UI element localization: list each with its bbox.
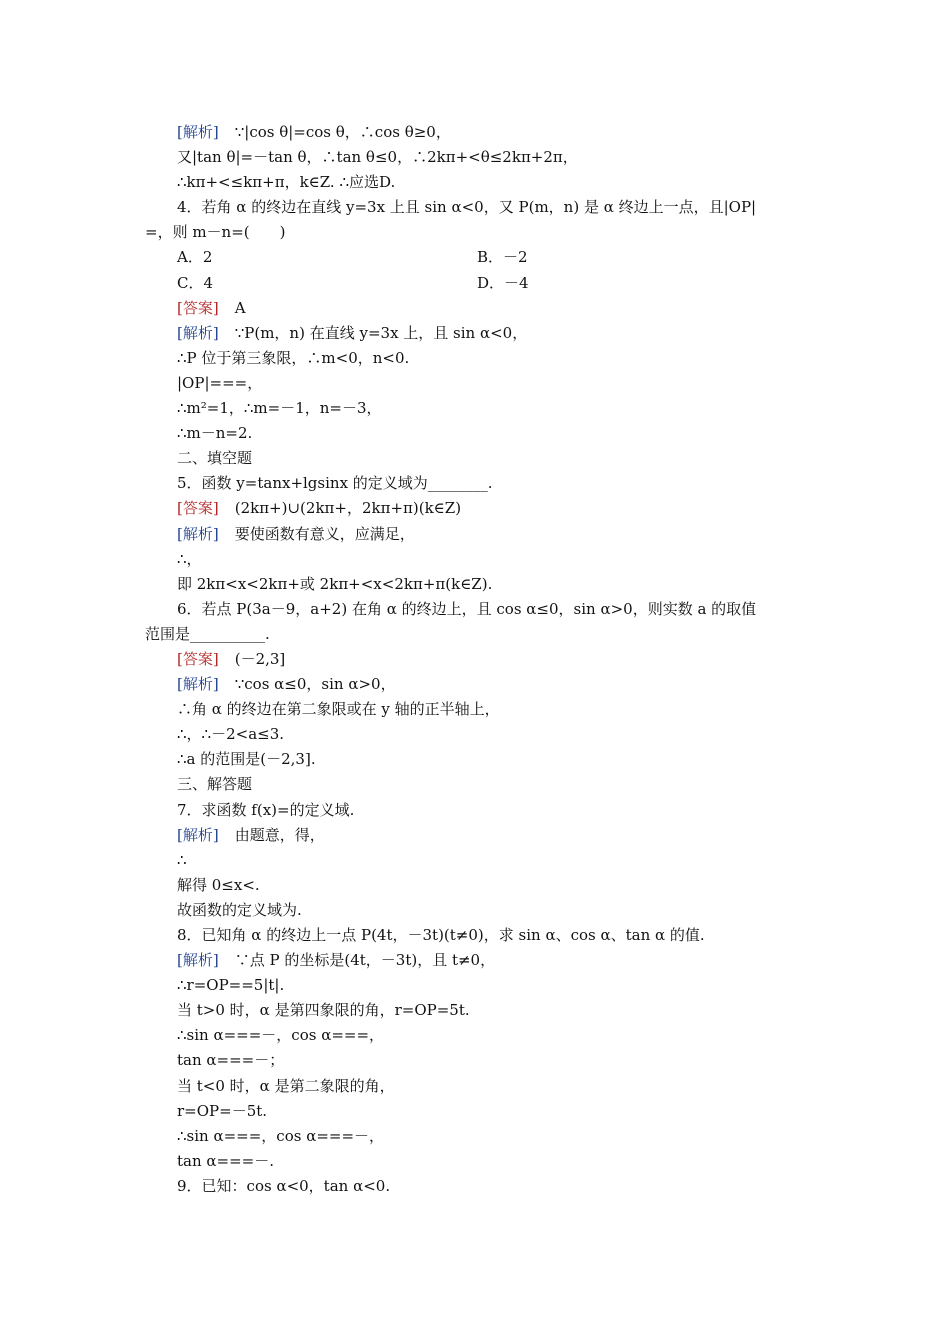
line-text: 5．函数 y=tanx+lgsinx 的定义域为________. bbox=[177, 474, 493, 493]
text-line bbox=[145, 496, 815, 521]
text-line bbox=[145, 923, 815, 948]
answer-label: [答案] bbox=[177, 649, 219, 668]
line-text: ∴sin α===－，cos α===， bbox=[177, 1026, 385, 1045]
text-line bbox=[145, 1124, 815, 1149]
line-text: 又|tan θ|=－tan θ，∴tan θ≤0，∴2kπ+<θ≤2kπ+2π， bbox=[177, 148, 578, 167]
text-line bbox=[145, 873, 815, 898]
answer-options-row bbox=[145, 245, 815, 270]
text-line bbox=[145, 321, 815, 346]
line-text: ∴a 的范围是(－2,3]. bbox=[177, 750, 316, 769]
line-text: ∴P 位于第三象限，∴m<0，n<0. bbox=[177, 348, 410, 367]
analysis-label: [解析] bbox=[177, 951, 219, 970]
text-line bbox=[145, 697, 815, 722]
answer-options-row bbox=[145, 271, 815, 296]
line-text: 故函数的定义域为. bbox=[177, 900, 302, 919]
line-text: 解得 0≤x<. bbox=[177, 875, 260, 894]
text-line bbox=[145, 747, 815, 772]
line-text: (－2,3] bbox=[234, 649, 286, 668]
text-line bbox=[145, 170, 815, 195]
line-text: 当 t<0 时，α 是第二象限的角， bbox=[177, 1076, 395, 1095]
text-line bbox=[145, 622, 815, 647]
option-left: C．4 bbox=[177, 273, 214, 292]
text-line bbox=[145, 798, 815, 823]
text-line bbox=[145, 647, 815, 672]
line-text: ∴m－n=2. bbox=[177, 424, 253, 443]
text-line bbox=[145, 973, 815, 998]
text-line bbox=[145, 823, 815, 848]
line-text: 范围是__________. bbox=[145, 624, 270, 643]
text-line bbox=[145, 421, 815, 446]
line-text: =，则 m－n=( ) bbox=[145, 223, 286, 242]
option-right: D．－4 bbox=[477, 273, 529, 292]
line-text: r=OP=－5t. bbox=[177, 1101, 268, 1120]
text-line bbox=[145, 848, 815, 873]
line-text: ∴， bbox=[177, 549, 202, 568]
line-text: 4．若角 α 的终边在直线 y=3x 上且 sin α<0，又 P(m，n) 是 α 终边上一点，且|OP| bbox=[177, 198, 757, 217]
text-line bbox=[145, 346, 815, 371]
line-text: 二、填空题 bbox=[177, 449, 253, 468]
line-text: ∴m²=1，∴m=－1，n=－3， bbox=[177, 399, 382, 418]
text-line bbox=[145, 572, 815, 597]
analysis-label: [解析] bbox=[177, 524, 219, 543]
text-line bbox=[145, 998, 815, 1023]
line-text: 要使函数有意义，应满足， bbox=[234, 524, 415, 543]
answer-label: [答案] bbox=[177, 298, 219, 317]
line-text: 7．求函数 f(x)=的定义域. bbox=[177, 800, 355, 819]
line-text: 即 2kπ<x<2kπ+或 2kπ+<x<2kπ+π(k∈Z). bbox=[177, 574, 493, 593]
text-line bbox=[145, 471, 815, 496]
text-line bbox=[145, 1174, 815, 1199]
line-text: 6．若点 P(3a－9，a+2) 在角 α 的终边上，且 cos α≤0，sin α>0，则实数 a 的取值 bbox=[177, 599, 757, 618]
text-line bbox=[145, 772, 815, 797]
line-text: tan α===－. bbox=[177, 1151, 275, 1170]
text-line bbox=[145, 547, 815, 572]
line-text: 8．已知角 α 的终边上一点 P(4t，－3t)(t≠0)，求 sin α、cos α、tan α 的值. bbox=[177, 926, 705, 944]
line-text: 当 t>0 时，α 是第四象限的角，r=OP=5t. bbox=[177, 1001, 470, 1020]
analysis-label: [解析] bbox=[177, 825, 219, 844]
line-text: ∵P(m，n) 在直线 y=3x 上，且 sin α<0， bbox=[234, 323, 528, 342]
analysis-label: [解析] bbox=[177, 675, 219, 694]
text-line bbox=[145, 120, 815, 145]
line-text: ∴ bbox=[177, 850, 187, 869]
line-text: 三、解答题 bbox=[177, 775, 253, 794]
text-line bbox=[145, 1074, 815, 1099]
text-line bbox=[145, 145, 815, 170]
option-left: A．2 bbox=[177, 248, 213, 267]
text-line bbox=[145, 220, 815, 245]
line-text: ∵点 P 的坐标是(4t，－3t)，且 t≠0， bbox=[234, 951, 496, 970]
analysis-label: [解析] bbox=[177, 123, 219, 141]
line-text: ∴kπ+<≤kπ+π，k∈Z. ∴应选D. bbox=[177, 173, 396, 192]
line-text: (2kπ+)∪(2kπ+，2kπ+π)(k∈Z) bbox=[234, 499, 462, 518]
option-right: B．－2 bbox=[477, 248, 528, 267]
text-line bbox=[145, 948, 815, 973]
line-text: 9．已知：cos α<0，tan α<0. bbox=[177, 1176, 391, 1195]
text-line bbox=[145, 296, 815, 321]
text-line bbox=[145, 1099, 815, 1124]
text-line bbox=[145, 371, 815, 396]
text-line bbox=[145, 722, 815, 747]
text-line bbox=[145, 672, 815, 697]
answer-label: [答案] bbox=[177, 499, 219, 518]
text-line bbox=[145, 597, 815, 622]
document-body bbox=[145, 120, 815, 1199]
text-line bbox=[145, 446, 815, 471]
line-text: tan α===－； bbox=[177, 1051, 285, 1070]
text-line bbox=[145, 1048, 815, 1073]
text-line bbox=[145, 898, 815, 923]
line-text: ∴，∴－2<a≤3. bbox=[177, 725, 285, 744]
line-text: |OP|===， bbox=[177, 373, 263, 392]
analysis-label: [解析] bbox=[177, 323, 219, 342]
text-line bbox=[145, 1023, 815, 1048]
text-line bbox=[145, 522, 815, 547]
line-text: ∴角 α 的终边在第二象限或在 y 轴的正半轴上， bbox=[177, 700, 500, 719]
line-text: ∵|cos θ|=cos θ，∴cos θ≥0， bbox=[234, 123, 451, 141]
text-line bbox=[145, 396, 815, 421]
line-text: A bbox=[234, 298, 246, 317]
line-text: 由题意，得， bbox=[234, 825, 325, 844]
text-line bbox=[145, 195, 815, 220]
line-text: ∵cos α≤0，sin α>0， bbox=[234, 675, 396, 694]
line-text: ∴r=OP==5|t|. bbox=[177, 976, 285, 995]
line-text: ∴sin α===，cos α===－， bbox=[177, 1126, 385, 1145]
text-line bbox=[145, 1149, 815, 1174]
